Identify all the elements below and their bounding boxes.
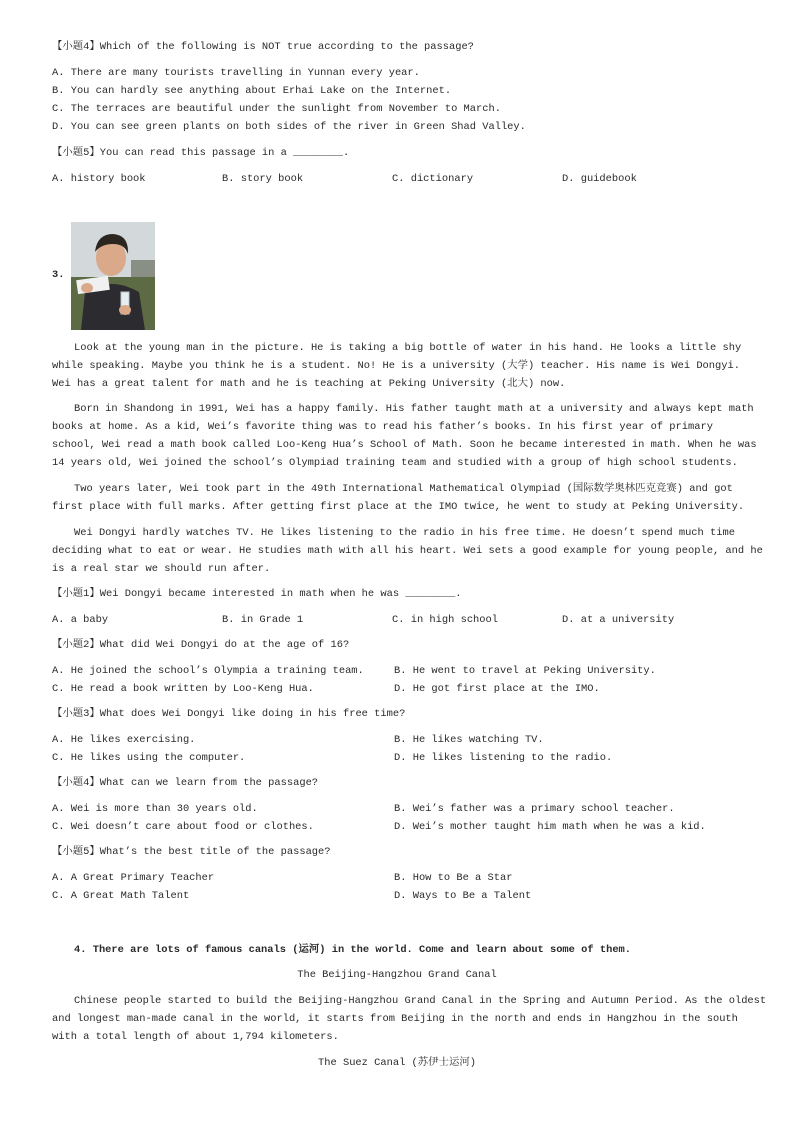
passage-title: The Beijing-Hangzhou Grand Canal <box>297 969 497 981</box>
section-heading: 4. There are lots of famous canals (运河) in the world. Come and learn about some of them. <box>74 944 632 956</box>
paragraph-line: with a total length of about 1,794 kilometers. <box>52 1031 339 1043</box>
question-stem: 【小题3】What does Wei Dongyi like doing in his free time? <box>52 708 406 720</box>
option-d: D. He likes listening to the radio. <box>394 752 613 764</box>
paragraph-line: 14 years old, Wei joined the school’s Olympiad training team and studied with a group of high school students. <box>52 457 738 469</box>
option-b: B. He went to travel at Peking University. <box>394 665 656 677</box>
paragraph-line: Chinese people started to build the Beijing-Hangzhou Grand Canal in the Spring and Autumn Period. As the oldest <box>74 995 767 1007</box>
paragraph-line: Born in Shandong in 1991, Wei has a happy family. His father taught math at a university and always kept math <box>74 403 754 415</box>
option-a: A. a baby <box>52 614 109 626</box>
option-c: C. Wei doesn’t care about food or clothes. <box>52 821 314 833</box>
option-c: C. A Great Math Talent <box>52 890 190 902</box>
paragraph-line: Wei Dongyi hardly watches TV. He likes listening to the radio in his free time. He doesn’t spend much time <box>74 527 735 539</box>
question-stem: 【小题1】Wei Dongyi became interested in math when he was ________. <box>52 588 462 600</box>
paragraph-line: and longest man-made canal in the world, it starts from Beijing in the north and ends in Hangzhou in the south <box>52 1013 738 1025</box>
question-stem: 【小题2】What did Wei Dongyi do at the age of 16? <box>52 639 350 651</box>
option-c: C. dictionary <box>392 173 474 185</box>
option-b: B. How to Be a Star <box>394 872 513 884</box>
option-c: C. in high school <box>392 614 499 626</box>
option-d: D. Wei’s mother taught him math when he was a kid. <box>394 821 706 833</box>
option-d: D. He got first place at the IMO. <box>394 683 600 695</box>
paragraph-line: school, Wei read a math book called Loo-Keng Hua’s School of Math. Soon he became interested in math. When he was <box>52 439 757 451</box>
paragraph-line: Two years later, Wei took part in the 49th International Mathematical Olympiad (国际数学奥林匹克竞赛) and got <box>74 483 733 495</box>
paragraph-line: deciding what to eat or wear. He studies math with all his heart. Wei sets a good example for young people, and he <box>52 545 763 557</box>
paragraph-line: is a real star we should run after. <box>52 563 271 575</box>
paragraph-line: Look at the young man in the picture. He is taking a big bottle of water in his hand. He looks a little shy <box>74 342 742 354</box>
option-d: D. You can see green plants on both sides of the river in Green Shad Valley. <box>52 121 526 133</box>
paragraph-line: first place with full marks. After getting first place at the IMO twice, he went to study at Peking University. <box>52 501 745 513</box>
option-d: D. at a university <box>562 614 675 626</box>
option-a: A. There are many tourists travelling in Yunnan every year. <box>52 67 420 79</box>
option-c: C. He likes using the computer. <box>52 752 246 764</box>
question-stem: 【小题5】You can read this passage in a ________. <box>52 147 350 159</box>
question-stem: 【小题4】What can we learn from the passage? <box>52 777 319 789</box>
paragraph-line: Wei has a great talent for math and he is teaching at Peking University (北大) now. <box>52 378 566 390</box>
person-photo-icon <box>71 222 155 330</box>
option-c: C. The terraces are beautiful under the sunlight from November to March. <box>52 103 501 115</box>
paragraph-line: while speaking. Maybe you think he is a student. No! He is a university (大学) teacher. His name is Wei Dongyi. <box>52 360 740 372</box>
option-a: A. Wei is more than 30 years old. <box>52 803 258 815</box>
option-a: A. He likes exercising. <box>52 734 196 746</box>
option-a: A. A Great Primary Teacher <box>52 872 215 884</box>
option-a: A. history book <box>52 173 146 185</box>
paragraph-line: books at home. As a kid, Wei’s favorite thing was to read his father’s books. In his first year of primary <box>52 421 713 433</box>
option-b: B. Wei’s father was a primary school teacher. <box>394 803 675 815</box>
option-d: D. Ways to Be a Talent <box>394 890 532 902</box>
option-a: A. He joined the school’s Olympia a training team. <box>52 665 364 677</box>
option-b: B. He likes watching TV. <box>394 734 544 746</box>
option-b: B. story book <box>222 173 304 185</box>
passage-title: The Suez Canal (苏伊士运河) <box>318 1057 476 1069</box>
section-number: 3. <box>52 269 65 281</box>
question-stem: 【小题4】Which of the following is NOT true according to the passage? <box>52 41 474 53</box>
option-b: B. You can hardly see anything about Erhai Lake on the Internet. <box>52 85 452 97</box>
option-c: C. He read a book written by Loo-Keng Hua. <box>52 683 314 695</box>
option-b: B. in Grade 1 <box>222 614 304 626</box>
question-stem: 【小题5】What’s the best title of the passage? <box>52 846 331 858</box>
option-d: D. guidebook <box>562 173 637 185</box>
